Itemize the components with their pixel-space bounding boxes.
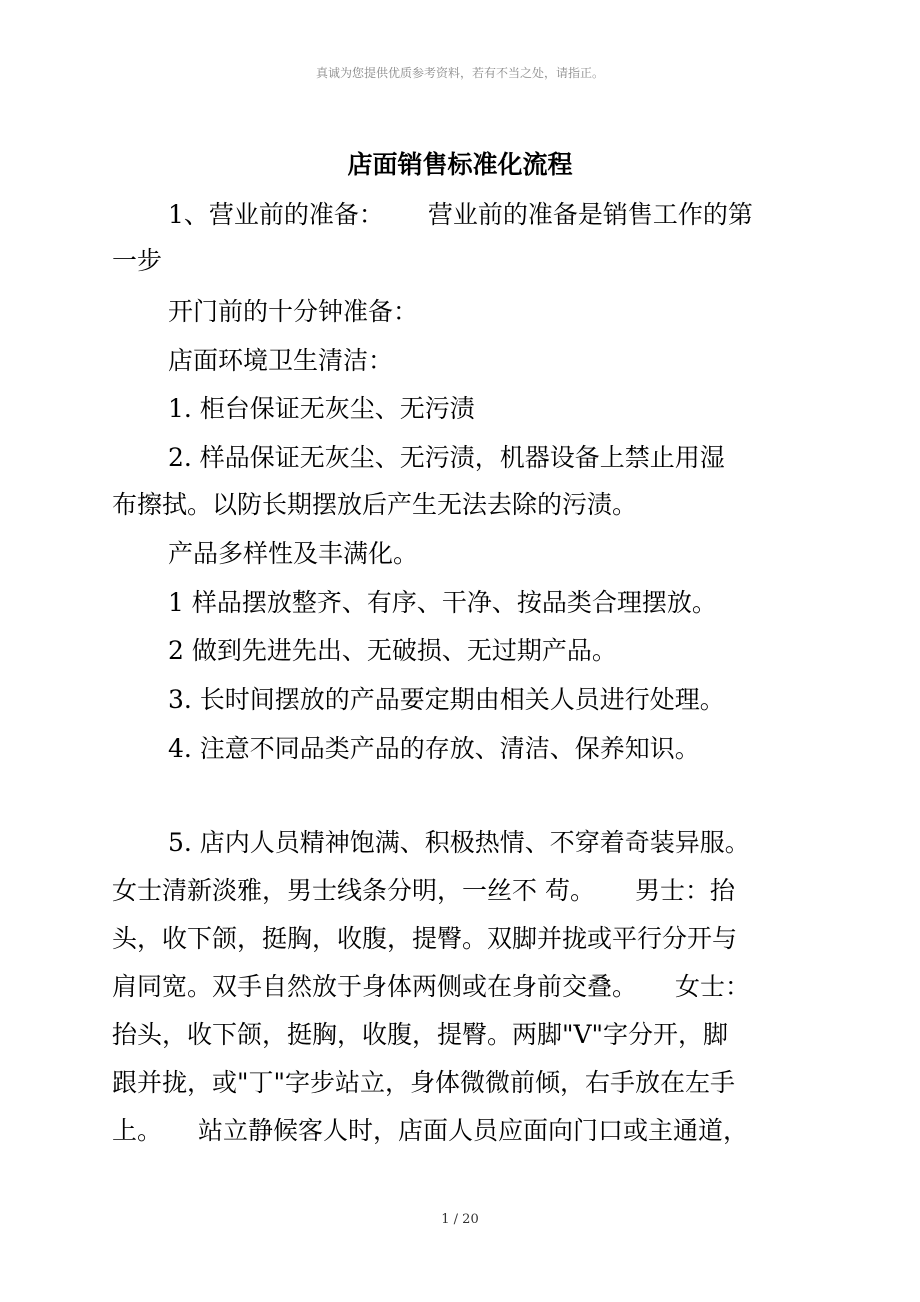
variety-heading: 产品多样性及丰满化。 <box>168 539 419 568</box>
paragraph-line <box>112 871 735 911</box>
paragraph-line: 头，收下颌，挺胸，收腹，提臀。双脚并拢或平行分开与 <box>112 924 738 953</box>
list-item: 2. 样品保证无灰尘、无污渍，机器设备上禁止用湿 <box>168 443 725 472</box>
paragraph-segment: 站立静候客人时，店面人员应面向门口或主通道， <box>198 1116 749 1145</box>
paragraph-line: 抬头，收下颌，挺胸，收腹，提臀。两脚"V"字分开，脚 <box>112 1020 729 1049</box>
paragraph-segment: 女士清新淡雅，男士线条分明，一丝不 苟。 <box>112 876 595 905</box>
header-note: 真诚为您提供优质参考资料，若有不当之处，请指正。 <box>315 66 604 80</box>
paragraph-segment: 上。 <box>112 1116 163 1145</box>
page-indicator: 1 / 20 <box>441 1212 479 1227</box>
list-item: 3. 长时间摆放的产品要定期由相关人员进行处理。 <box>168 685 725 714</box>
section-1-label: 1、营业前的准备： <box>168 200 384 229</box>
list-item: 1 样品摆放整齐、有序、干净、按品类合理摆放。 <box>168 588 717 617</box>
environment-heading: 店面环境卫生清洁： <box>168 346 394 375</box>
list-item: 4. 注意不同品类产品的存放、清洁、保养知识。 <box>168 734 700 763</box>
section-1-intro: 营业前的准备是销售工作的第 <box>427 200 753 229</box>
section-1-intro-cont: 一步 <box>112 246 163 275</box>
paragraph-line: 5. 店内人员精神饱满、积极热情、不穿着奇装异服。 <box>168 828 750 857</box>
paragraph-line <box>112 967 750 1007</box>
paragraph-line: 跟并拢，或"丁"字步站立，身体微微前倾，右手放在左手 <box>112 1068 736 1097</box>
list-item: 2 做到先进先出、无破损、无过期产品。 <box>168 636 617 665</box>
document-title: 店面销售标准化流程 <box>347 150 573 179</box>
prep-heading: 开门前的十分钟准备： <box>168 297 419 326</box>
paragraph-segment: 肩同宽。双手自然放于身体两侧或在身前交叠。 <box>112 972 638 1001</box>
paragraph-segment: 女士： <box>675 972 751 1001</box>
paragraph-line <box>112 1111 748 1151</box>
list-item: 1. 柜台保证无灰尘、无污渍 <box>168 394 475 423</box>
paragraph-segment: 男士：抬 <box>634 876 735 905</box>
section-1-heading <box>168 195 753 235</box>
list-item-cont: 布擦拭。以防长期摆放后产生无法去除的污渍。 <box>112 490 638 519</box>
